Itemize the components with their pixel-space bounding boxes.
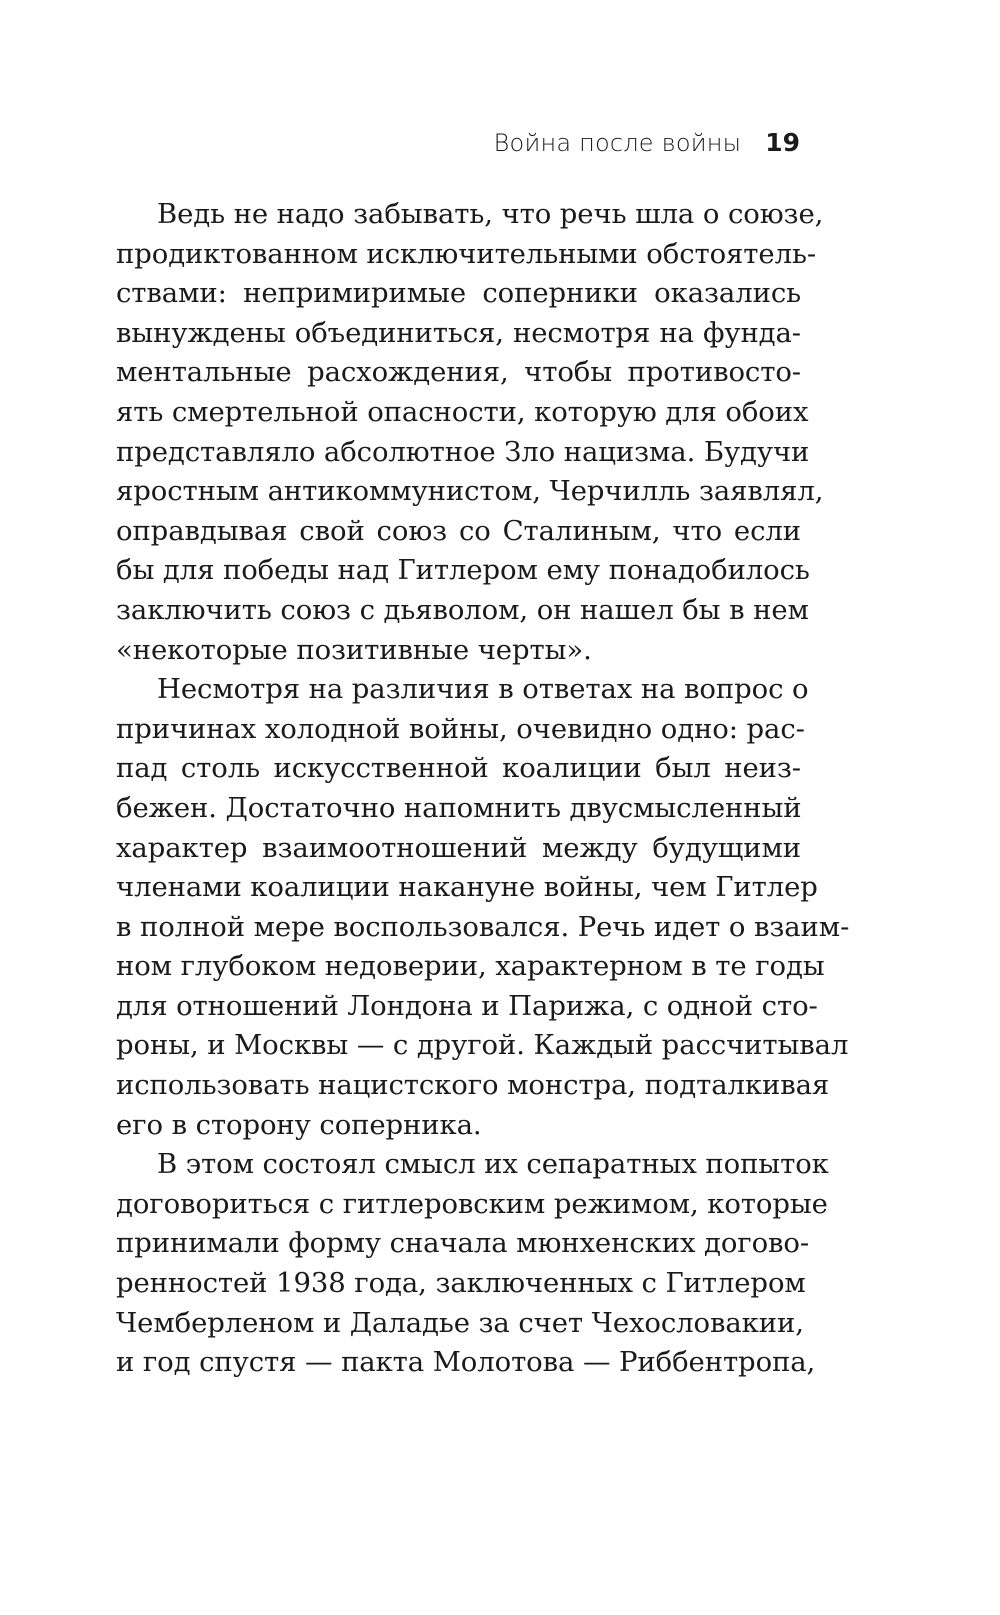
text-line: бы для победы над Гитлером ему понадобилось (116, 554, 810, 587)
text-line: ствами: непримиримые соперники оказались (116, 277, 801, 310)
text-line: заключить союз с дьяволом, он нашел бы в нем (116, 593, 809, 626)
text-line: «некоторые позитивные черты». (116, 633, 592, 666)
text-line: принимали форму сначала мюнхенских догово- (116, 1227, 810, 1260)
text-line: вынуждены объединиться, несмотря на фунда- (116, 316, 801, 349)
text-line: яростным антикоммунистом, Черчилль заявлял, (116, 475, 824, 508)
text-line: Ведь не надо забывать, что речь шла о союзе, (157, 198, 824, 230)
text-line: роны, и Москвы — с другой. Каждый рассчитывал (116, 1029, 849, 1062)
text-line: для отношений Лондона и Парижа, с одной сто- (116, 989, 818, 1022)
running-title: Война после войны (493, 129, 742, 157)
text-line: В этом состоял смысл их сепаратных попыток (157, 1148, 829, 1181)
text-line: его в сторону соперника. (116, 1108, 482, 1141)
text-line: оправдывая свой союз со Сталиным, что если (116, 514, 801, 547)
paragraph (116, 195, 824, 670)
text-line: бежен. Достаточно напомнить двусмысленный (116, 791, 802, 824)
running-header (494, 128, 800, 157)
text-line: пад столь искусственной коалиции был неиз- (116, 752, 801, 785)
text-line: ном глубоком недоверии, характерном в те годы (116, 950, 825, 983)
text-line: Чемберленом и Даладье за счет Чехословакии, (116, 1306, 804, 1339)
text-line: причинах холодной войны, очевидно одно: рас- (116, 712, 805, 745)
text-line: ренностей 1938 года, заключенных с Гитлером (116, 1267, 806, 1300)
text-line: ментальные расхождения, чтобы противосто- (116, 356, 801, 389)
text-line: договориться с гитлеровским режимом, которые (116, 1187, 828, 1220)
text-line: использовать нацистского монстра, подталкивая (116, 1069, 830, 1102)
text-line: характер взаимоотношений между будущими (116, 831, 801, 864)
paragraph (116, 670, 850, 1145)
text-line: Несмотря на различия в ответах на вопрос о (157, 673, 809, 706)
text-line: ять смертельной опасности, которую для обоих (116, 395, 809, 428)
text-line: и год спустя — пакта Молотова — Риббентропа, (116, 1346, 816, 1379)
text-line: в полной мере воспользовался. Речь идет о взаим- (116, 910, 850, 943)
page-number: 19 (765, 128, 800, 157)
text-line: членами коалиции накануне войны, чем Гитлер (116, 871, 818, 904)
body-text (116, 195, 850, 1383)
text-line: представляло абсолютное Зло нацизма. Будучи (116, 435, 810, 468)
text-line: продиктованном исключительными обстоятель- (116, 237, 817, 270)
paragraph (116, 1145, 829, 1383)
